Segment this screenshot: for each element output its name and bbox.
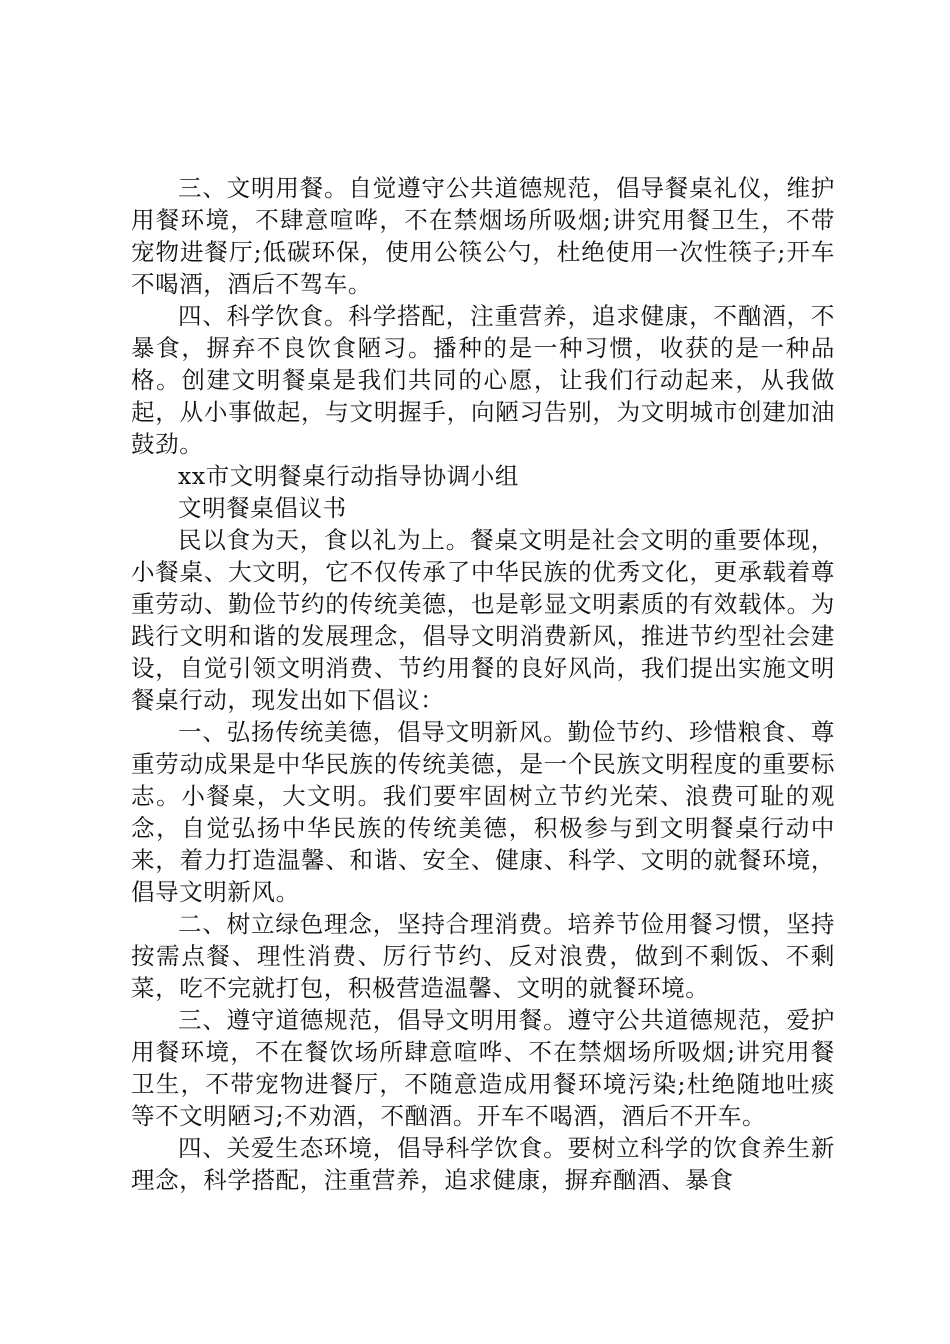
paragraph-proposal-1: 一、弘扬传统美德，倡导文明新风。勤俭节约、珍惜粮食、尊重劳动成果是中华民族的传统美德，是一个民族文明程度的重要标志。小餐桌，大文明。我们要牢固树立节约光荣、浪费可耻的观念，自觉弘扬中华民族的传统美德，积极参与到文明餐桌行动中来，着力打造温馨、和谐、安全、健康、科学、文明的就餐环境，倡导文明新风。 [131, 718, 835, 906]
document-title: 文明餐桌倡议书 [178, 494, 347, 522]
paragraph-scientific-diet: 四、科学饮食。科学搭配，注重营养，追求健康，不酗酒，不暴食，摒弃不良饮食陋习。播种的是一种习惯，收获的是一种品格。创建文明餐桌是我们共同的心愿，让我们行动起来，从我做起，从小事做起，与文明握手，向陋习告别，为文明城市创建加油鼓劲。 [131, 302, 835, 458]
paragraph-proposal-4: 四、关爱生态环境，倡导科学饮食。要树立科学的饮食养生新理念，科学搭配，注重营养，追求健康，摒弃酗酒、暴食 [131, 1134, 835, 1194]
document-body [131, 172, 835, 1196]
paragraph-proposal-3: 三、遵守道德规范，倡导文明用餐。遵守公共道德规范，爱护用餐环境，不在餐饮场所肆意喧哗、不在禁烟场所吸烟;讲究用餐卫生，不带宠物进餐厅，不随意造成用餐环境污染;杜绝随地吐痰等不文明陋习;不劝酒，不酗酒。开车不喝酒，酒后不开车。 [131, 1006, 835, 1130]
paragraph-intro: 民以食为天，食以礼为上。餐桌文明是社会文明的重要体现，小餐桌、大文明，它不仅传承了中华民族的优秀文化，更承载着尊重劳动、勤俭节约的传统美德，也是彰显文明素质的有效载体。为践行文明和谐的发展理念，倡导文明消费新风，推进节约型社会建设，自觉引领文明消费、节约用餐的良好风尚，我们提出实施文明餐桌行动，现发出如下倡议： [131, 526, 835, 714]
paragraph-proposal-2: 二、树立绿色理念，坚持合理消费。培养节俭用餐习惯，坚持按需点餐、理性消费、厉行节约、反对浪费，做到不剩饭、不剩菜，吃不完就打包，积极营造温馨、文明的就餐环境。 [131, 910, 835, 1002]
signature-organization: xx市文明餐桌行动指导协调小组 [178, 462, 520, 490]
paragraph-civil-dining: 三、文明用餐。自觉遵守公共道德规范，倡导餐桌礼仪，维护用餐环境，不肆意喧哗，不在禁烟场所吸烟;讲究用餐卫生，不带宠物进餐厅;低碳环保，使用公筷公勺，杜绝使用一次性筷子;开车不喝酒，酒后不驾车。 [131, 174, 835, 298]
